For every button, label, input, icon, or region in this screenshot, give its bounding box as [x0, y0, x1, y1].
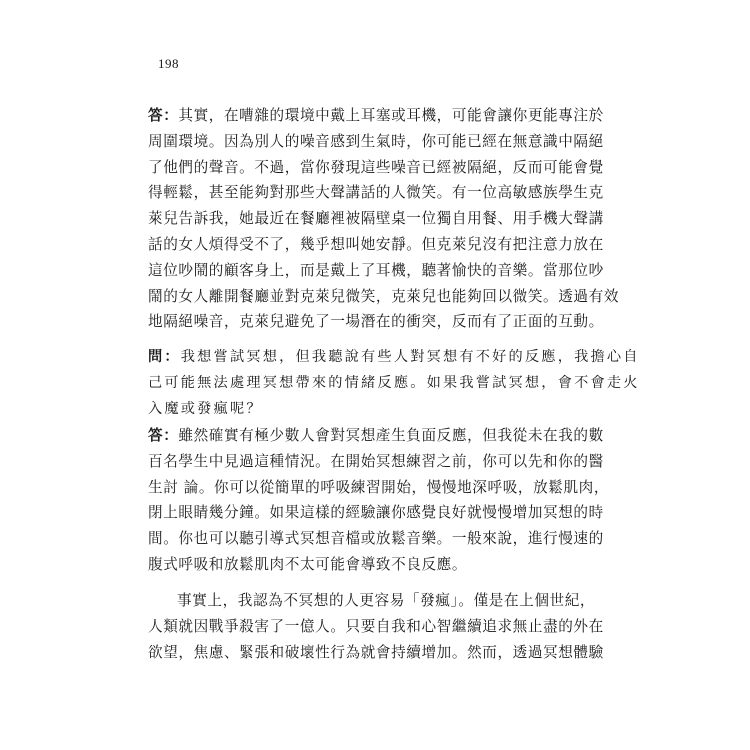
text-line: 鬧的女人離開餐廳並對克萊兒微笑，克萊兒也能夠回以微笑。透過有效 — [148, 287, 620, 305]
text-line: 百名學生中見過這種情況。在開始冥想練習之前，你可以先和你的醫 — [148, 452, 604, 470]
text-line: 話的女人煩得受不了，幾乎想叫她安靜。但克萊兒沒有把注意力放在 — [148, 235, 604, 253]
text-line: 周圍環境。因為別人的噪音感到生氣時，你可能已經在無意識中隔絕 — [148, 132, 604, 150]
text-line: 得輕鬆，甚至能夠對那些大聲講話的人微笑。有一位高敏感族學生克 — [148, 184, 604, 202]
text-line: 萊兒告訴我，她最近在餐廳裡被隔壁桌一位獨自用餐、用手機大聲講 — [148, 210, 604, 228]
line-text: 我想嘗試冥想，但我聽說有些人對冥想有不好的反應，我擔心自 — [180, 349, 640, 365]
paragraph-block — [148, 588, 604, 665]
text-line: 了他們的聲音。不過，當你發現這些噪音已經被隔絕，反而可能會覺 — [148, 158, 604, 176]
text-line: 己可能無法處理冥想帶來的情緒反應。如果我嘗試冥想，會不會走火 — [148, 374, 640, 391]
answer-label: 答： — [148, 427, 179, 444]
text-line: 閉上眼睛幾分鐘。如果這樣的經驗讓你感覺良好就慢慢增加冥想的時 — [148, 504, 604, 522]
text-line: 間。你也可以聽引導式冥想音檔或放鬆音樂。一般來說，進行慢速的 — [148, 530, 604, 548]
question-block — [148, 345, 640, 422]
question-label: 問： — [148, 349, 181, 365]
text-line: 這位吵鬧的顧客身上，而是戴上了耳機，聽著愉快的音樂。當那位吵 — [148, 261, 604, 279]
answer-block-1 — [148, 103, 620, 335]
answer-label: 答： — [148, 107, 179, 124]
text-line — [148, 103, 604, 129]
page-number: 198 — [158, 56, 179, 71]
line-text: 其實，在嘈雜的環境中戴上耳塞或耳機，可能會讓你更能專注於 — [178, 107, 604, 124]
answer-block-2 — [148, 423, 610, 578]
text-line: 生討 論。你可以從簡單的呼吸練習開始，慢慢地深呼吸，放鬆肌肉， — [148, 478, 610, 496]
text-line: 地隔絕噪音，克萊兒避免了一場潛在的衝突，反而有了正面的互動。 — [148, 313, 604, 331]
text-line: 欲望，焦慮、緊張和破壞性行為就會持續增加。然而，透過冥想體驗 — [148, 643, 604, 661]
text-line: 腹式呼吸和放鬆肌肉不太可能會導致不良反應。 — [148, 555, 468, 573]
text-line: 人類就因戰爭殺害了一億人。只要自我和心智繼續追求無止盡的外在 — [148, 617, 604, 635]
text-line — [148, 423, 604, 449]
text-line: 事實上，我認為不冥想的人更容易「發瘋」。僅是在上個世紀， — [177, 592, 596, 609]
line-text: 雖然確實有極少數人會對冥想產生負面反應，但我從未在我的數 — [178, 427, 604, 444]
text-line: 入魔或發瘋呢？ — [148, 400, 263, 417]
text-line — [148, 345, 640, 371]
